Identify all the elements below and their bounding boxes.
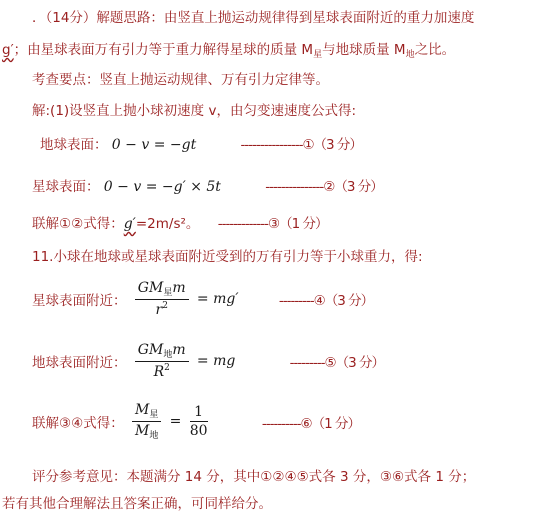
equation-3-g-prime: g′ [123,216,136,232]
line-alternative-note: 若有其他合理解法且答案正确，可同样给分。 [2,496,272,512]
equation-6-rnum: 1 [190,404,208,422]
equation-6-fraction-right [190,404,208,439]
equation-6-den-sub: 地 [149,431,159,441]
line-mass-mid: 与地球质量 M [322,42,406,58]
equation-6-fraction-left [132,402,161,441]
equation-4-rhs: = mg′ [196,291,239,307]
equation-5 [32,342,384,380]
equation-4-den: r [155,302,163,318]
line-scoring-note: 评分参考意见：本题满分 14 分，其中①②④⑤式各 3 分，③⑥式各 1 分； [32,469,476,485]
equation-6-rden: 80 [189,423,208,439]
equation-1 [40,133,362,153]
equation-5-rhs: = mg [196,353,236,369]
equation-4-den-sup: 2 [162,301,168,311]
equation-6-num-sub: 星 [149,410,159,420]
line-solution-step1: 解:(1)设竖直上抛小球初速度 v，由匀变速速度公式得: [32,103,356,119]
equation-6-label: 联解③④式得： [32,415,124,432]
equation-1-tag: ----------------①（3 分） [240,137,362,153]
equation-4-label: 星球表面附近： [32,293,127,309]
equation-3 [32,212,328,232]
equation-3-tag: -------------③（1 分） [217,216,328,232]
equation-6-num: M [135,402,150,418]
g-prime-symbol: g′ [2,42,14,58]
equation-5-num-m: m [172,342,186,358]
equation-1-label: 地球表面： [40,137,108,153]
line-mass-end: 之比。 [414,42,456,58]
equation-2 [32,175,383,195]
equation-6 [32,402,360,441]
line-mass-text: ；由星球表面万有引力等于重力解得星球的质量 M [13,42,314,58]
line-mass-ratio [2,38,455,60]
equation-4-fraction [135,280,189,318]
equation-5-tag: ---------⑤（3 分） [289,355,384,371]
equation-5-num: GM [137,342,164,358]
subscript-star: 星 [313,50,323,60]
equation-4-num-m: m [172,280,186,296]
equation-5-den-sup: 2 [164,363,170,373]
equation-2-formula: 0 − v = −g′ × 5t [103,179,221,195]
equation-2-tag: ---------------②（3 分） [265,179,383,195]
equation-5-num-sub: 地 [163,350,173,360]
equation-5-den: R [153,364,165,380]
equation-3-label: 联解①②式得： [32,216,124,232]
line-gravity-statement: 11.小球在地球或星球表面附近受到的万有引力等于小球重力，得: [32,249,423,265]
equation-6-eq: = [169,413,182,430]
equation-3-value: =2m/s²。 [135,216,200,232]
equation-5-label: 地球表面附近： [32,355,127,371]
line-solution-idea: ．（14分）解题思路：由竖直上抛运动规律得到星球表面附近的重力加速度 [32,10,475,26]
equation-2-label: 星球表面： [32,179,100,195]
equation-4-tag: ---------④（3 分） [278,293,374,309]
equation-4-num: GM [137,280,164,296]
equation-5-fraction [135,342,189,380]
equation-6-den: M [135,423,150,439]
subscript-earth: 地 [405,50,415,60]
equation-6-tag: ----------⑥（1 分） [261,415,361,432]
equation-4 [32,280,373,318]
equation-1-formula: 0 − v = −gt [111,137,197,153]
equation-4-num-sub: 星 [163,288,173,298]
line-key-points: 考查要点：竖直上抛运动规律、万有引力定律等。 [32,72,329,88]
